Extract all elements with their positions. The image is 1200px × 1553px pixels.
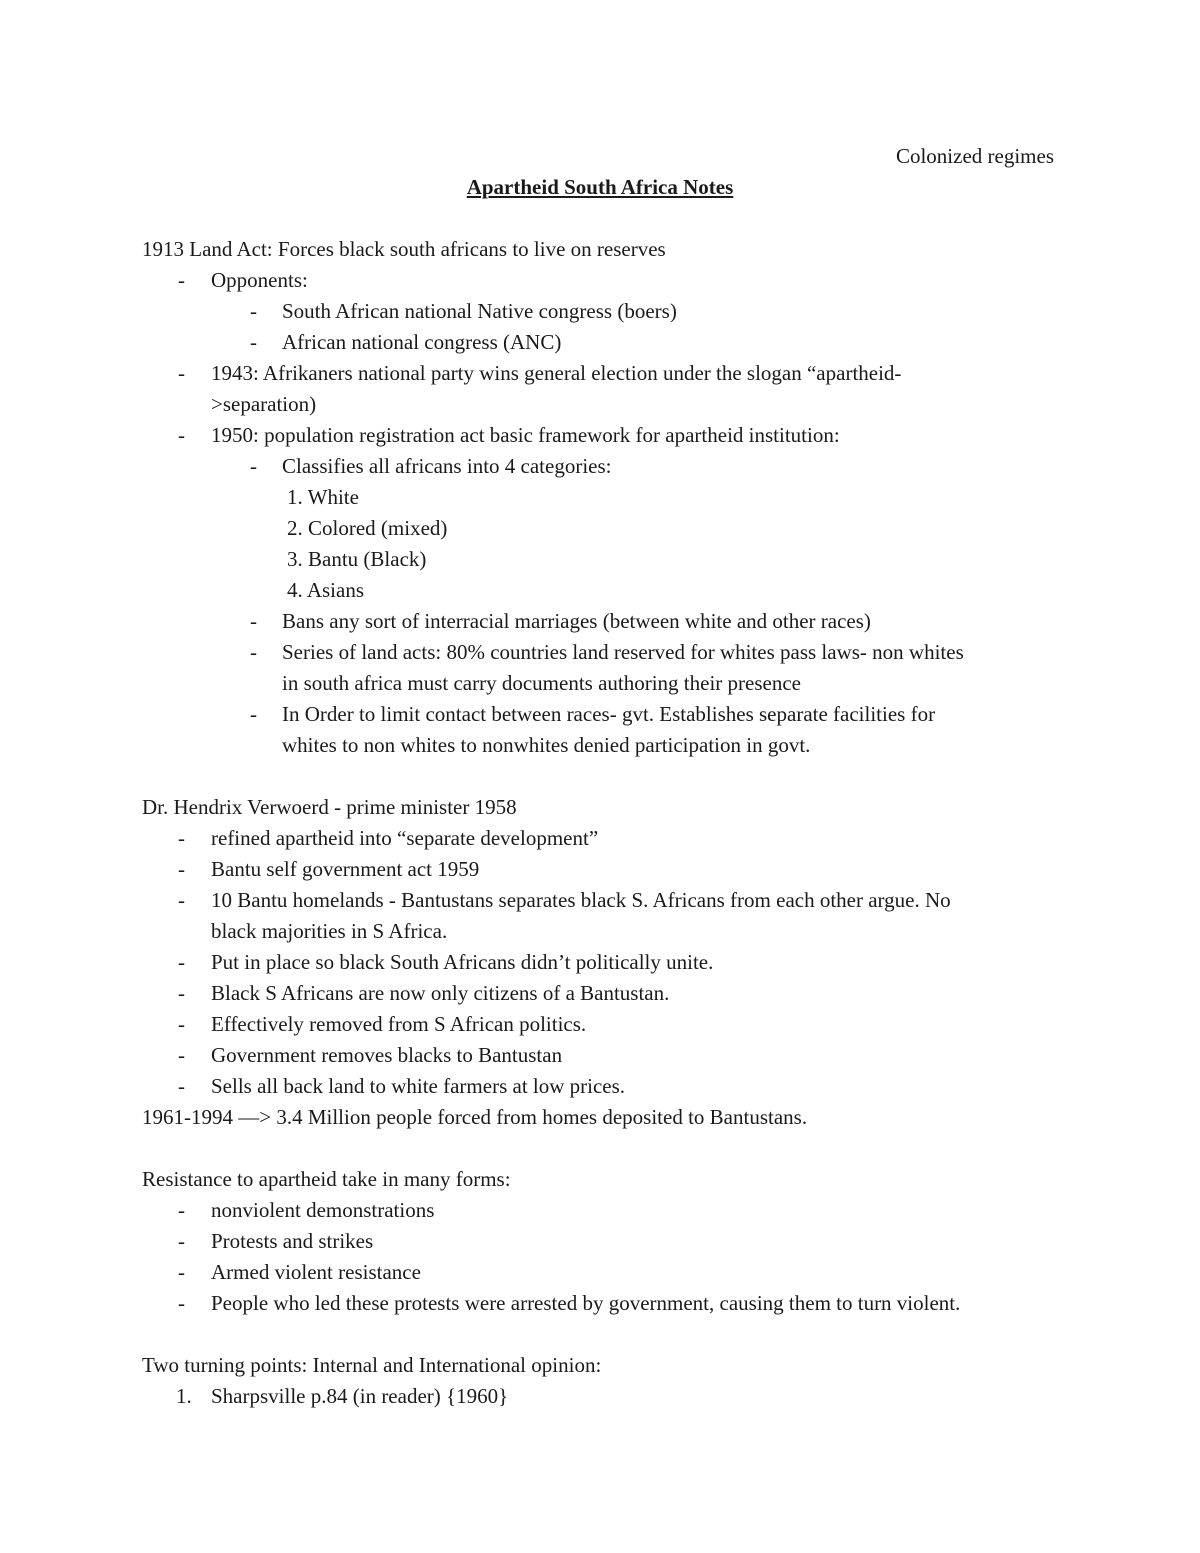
category-item: 1. White <box>287 485 359 509</box>
bullet-dash: - <box>250 454 257 478</box>
list-item: African national congress (ANC) <box>282 330 562 354</box>
bullet-dash: - <box>178 1229 185 1253</box>
bullet-dash: - <box>178 1291 185 1315</box>
bullet-dash: - <box>178 1198 185 1222</box>
bullet-dash: - <box>178 1260 185 1284</box>
list-item: Effectively removed from S African politics. <box>211 1012 587 1036</box>
section-heading-turning-points: Two turning points: Internal and International opinion: <box>142 1353 602 1377</box>
section-heading-land-act: 1913 Land Act: Forces black south africans to live on reserves <box>142 237 666 261</box>
list-item-continuation: whites to non whites to nonwhites denied participation in govt. <box>282 733 811 757</box>
bullet-dash: - <box>250 330 257 354</box>
list-item-continuation: in south africa must carry documents authoring their presence <box>282 671 801 695</box>
list-item: Opponents: <box>211 268 308 292</box>
category-item: 2. Colored (mixed) <box>287 516 448 540</box>
bullet-dash: - <box>250 299 257 323</box>
bullet-dash: - <box>178 423 185 447</box>
list-item: Protests and strikes <box>211 1229 374 1253</box>
list-item: Classifies all africans into 4 categories: <box>282 454 612 478</box>
list-item: People who led these protests were arrested by government, causing them to turn violent. <box>211 1291 961 1315</box>
list-item: Government removes blacks to Bantustan <box>211 1043 563 1067</box>
summary-line: 1961-1994 —> 3.4 Million people forced from homes deposited to Bantustans. <box>142 1105 808 1129</box>
bullet-dash: - <box>178 361 185 385</box>
bullet-dash: - <box>178 857 185 881</box>
bullet-dash: - <box>178 1074 185 1098</box>
list-item: Put in place so black South Africans didn’t politically unite. <box>211 950 714 974</box>
course-label: Colonized regimes <box>895 144 1054 168</box>
list-item: nonviolent demonstrations <box>211 1198 435 1222</box>
list-item: Sells all back land to white farmers at low prices. <box>211 1074 626 1098</box>
bullet-dash: - <box>250 609 257 633</box>
list-item: 10 Bantu homelands - Bantustans separates black S. Africans from each other argue. No <box>211 888 951 912</box>
category-item: 3. Bantu (Black) <box>287 547 427 571</box>
list-item: Armed violent resistance <box>211 1260 421 1284</box>
list-item: Series of land acts: 80% countries land reserved for whites pass laws- non whites <box>282 640 964 664</box>
bullet-dash: - <box>178 888 185 912</box>
list-item: South African national Native congress (boers) <box>282 299 677 323</box>
category-item: 4. Asians <box>287 578 365 602</box>
bullet-dash: - <box>178 950 185 974</box>
list-item: In Order to limit contact between races- gvt. Establishes separate facilities for <box>282 702 936 726</box>
bullet-dash: - <box>178 981 185 1005</box>
list-item: Black S Africans are now only citizens of a Bantustan. <box>211 981 670 1005</box>
list-item: Sharpsville p.84 (in reader) {1960} <box>211 1384 509 1408</box>
bullet-dash: - <box>178 1012 185 1036</box>
section-heading-verwoerd: Dr. Hendrix Verwoerd - prime minister 1958 <box>142 795 517 819</box>
list-item: Bantu self government act 1959 <box>211 857 480 881</box>
list-item: 1943: Afrikaners national party wins general election under the slogan “apartheid- <box>211 361 902 385</box>
list-number: 1. <box>176 1384 192 1408</box>
bullet-dash: - <box>178 1043 185 1067</box>
page-title: Apartheid South Africa Notes <box>466 175 734 199</box>
bullet-dash: - <box>250 702 257 726</box>
bullet-dash: - <box>178 826 185 850</box>
list-item-continuation: black majorities in S Africa. <box>211 919 448 943</box>
bullet-dash: - <box>250 640 257 664</box>
list-item: Bans any sort of interracial marriages (between white and other races) <box>282 609 871 633</box>
bullet-dash: - <box>178 268 185 292</box>
list-item: refined apartheid into “separate development” <box>211 826 599 850</box>
section-heading-resistance: Resistance to apartheid take in many forms: <box>142 1167 511 1191</box>
list-item-continuation: >separation) <box>211 392 317 416</box>
list-item: 1950: population registration act basic framework for apartheid institution: <box>211 423 840 447</box>
